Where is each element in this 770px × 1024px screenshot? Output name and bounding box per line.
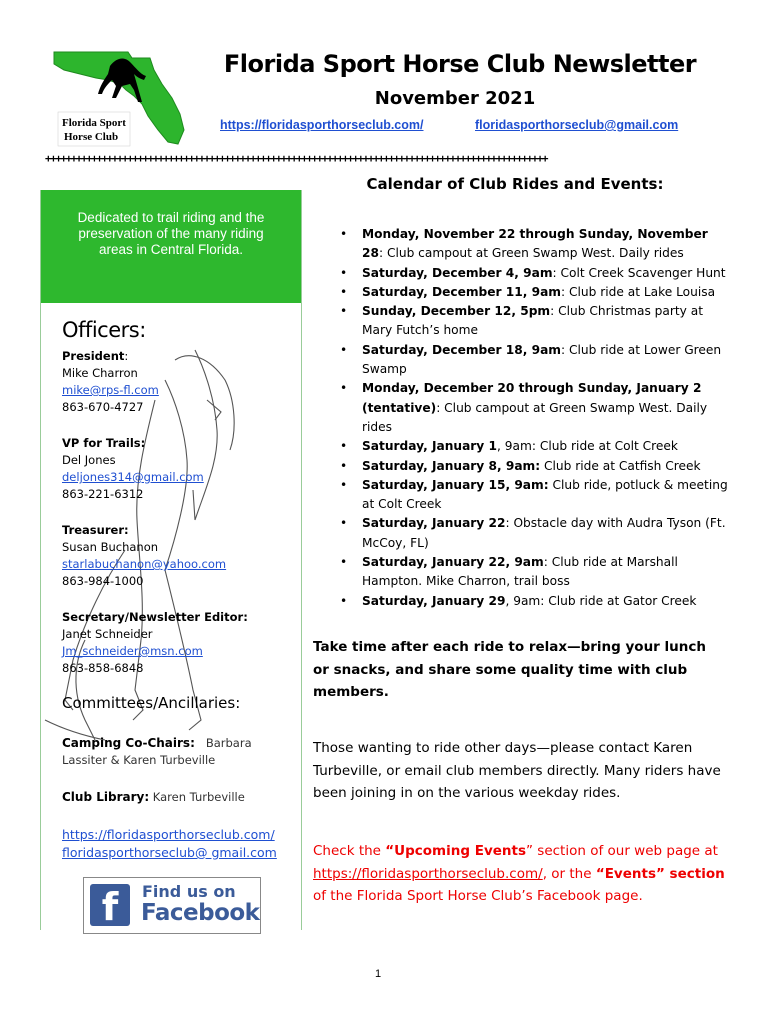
event-sep: : (552, 265, 557, 280)
event-desc: Club ride at Marshall Hampton. Mike Charron, trail boss (362, 555, 678, 589)
check-text: Check the (313, 843, 386, 859)
event-date: Saturday, January 8, 9am: (362, 458, 541, 473)
sidebar-email-link[interactable]: floridasporthorseclub@ gmail.com (62, 845, 277, 860)
calendar-heading: Calendar of Club Rides and Events: (366, 175, 664, 193)
event-desc: Club ride at Colt Creek (539, 439, 678, 454)
library-label: Club Library: (62, 790, 150, 804)
officer-email-link[interactable]: Jm_schneider@msn.com (62, 644, 203, 658)
event-sep: : (561, 284, 566, 299)
list-item (340, 592, 730, 611)
officer-email-link[interactable]: starlabuchanon@yahoo.com (62, 557, 227, 571)
library-value: Karen Turbeville (152, 790, 245, 804)
event-desc: Club campout at Green Swamp West. Daily rides (386, 246, 684, 261)
check-text: , or the (542, 865, 596, 882)
list-item (340, 283, 730, 302)
event-desc: Club ride at Lower Green Swamp (362, 342, 722, 377)
officer-phone: 863-858-6848 (62, 661, 144, 675)
camping-value: Barbara Lassiter & Karen Turbeville (62, 736, 252, 767)
officer-name: Mike Charron (62, 366, 138, 380)
officer-president (62, 348, 159, 416)
officer-treasurer (62, 522, 226, 590)
page-number: 1 (375, 968, 382, 980)
relax-paragraph: Take time after each ride to relax—bring your lunch or snacks, and share some quality time with club members. (313, 639, 707, 700)
facebook-line1: Find us on (142, 882, 236, 901)
event-date: Saturday, December 18, 9am (362, 342, 562, 357)
event-desc: Club ride at Catfish Creek (544, 458, 701, 473)
event-sep: : (505, 516, 510, 531)
check-text: of the Florida Sport Horse Club’s Facebook page. (313, 888, 643, 904)
facebook-line2: Facebook (141, 900, 260, 926)
list-item (340, 437, 730, 456)
check-events-section: “Events” section (595, 865, 725, 882)
event-sep: : (543, 555, 548, 570)
event-sep: : (378, 246, 384, 261)
list-item (340, 341, 730, 380)
sidebar-website-link[interactable]: https://floridasporthorseclub.com/ (62, 827, 275, 842)
logo-text-line1: Florida Sport (62, 117, 126, 129)
officers-heading-text: Officers (62, 318, 140, 342)
officer-role: Treasurer: (62, 523, 129, 537)
header-website-link[interactable]: https://floridasporthorseclub.com/ (220, 118, 424, 132)
check-events-paragraph (313, 840, 733, 908)
club-library (62, 789, 292, 806)
header-email-link[interactable]: floridasporthorseclub@gmail.com (475, 118, 679, 132)
list-item (340, 264, 730, 283)
check-text: ” section of our web page at (526, 843, 718, 859)
facebook-button[interactable] (83, 877, 261, 934)
list-item (340, 379, 730, 437)
event-date: Sunday, December 12, 5pm (362, 304, 551, 319)
officer-name: Del Jones (62, 453, 116, 467)
officer-email-link[interactable]: deljones314@gmail.com (62, 470, 204, 484)
officer-secretary (62, 609, 248, 677)
officer-phone: 863-984-1000 (62, 574, 144, 588)
officer-name: Janet Schneider (62, 627, 153, 641)
separator-line: ++++++++++++++++++++++++++++++++++++++++++++++++++++++++++++++++++++++++++++++++++++++++++++++++++ (45, 152, 548, 165)
event-date: Monday, December 20 through Sunday, January 2 (tentative) (362, 381, 702, 415)
event-sep: : (550, 304, 555, 319)
event-date: Saturday, December 4, 9am (362, 265, 553, 280)
newsletter-date: November 2021 (374, 88, 536, 109)
event-sep: , 9am: (505, 593, 545, 608)
list-item (340, 476, 730, 515)
officer-role: Secretary/Newsletter Editor: (62, 610, 248, 624)
sidebar-links (62, 826, 277, 862)
tagline-line: preservation of the many riding (78, 226, 264, 241)
event-desc: Club ride at Lake Louisa (569, 284, 716, 299)
list-item (340, 225, 730, 264)
event-sep: : (436, 400, 441, 415)
event-date: Saturday, January 22 (362, 516, 506, 531)
officer-name: Susan Buchanon (62, 540, 159, 554)
officer-role: VP for Trails: (62, 436, 146, 450)
logo-text-line2: Horse Club (64, 131, 119, 143)
event-date: Saturday, December 11, 9am (362, 284, 562, 299)
list-item (340, 514, 730, 553)
officer-role (62, 348, 159, 365)
officer-phone: 863-221-6312 (62, 487, 144, 501)
event-desc: Club ride, potluck & meeting at Colt Creek (362, 477, 728, 512)
tagline-line: areas in Central Florida. (98, 242, 244, 257)
officers-heading (62, 318, 146, 342)
event-date: Saturday, January 1 (362, 439, 497, 454)
event-desc: Club Christmas party at Mary Futch’s home (362, 304, 704, 338)
tagline-box (41, 190, 301, 303)
club-logo (50, 44, 198, 148)
list-item (340, 553, 730, 592)
event-sep: : (561, 342, 566, 357)
check-website-link[interactable]: https://floridasporthorseclub.com/ (313, 865, 543, 882)
officer-role-suffix: : (124, 349, 129, 363)
event-date: Monday, November 22 through Sunday, November 28 (362, 227, 708, 261)
event-desc: Club ride at Gator Creek (548, 593, 697, 608)
list-item (340, 457, 730, 476)
officers-heading-colon: : (139, 318, 146, 342)
events-list (340, 225, 730, 611)
event-sep: , 9am: (496, 439, 536, 454)
check-upcoming-events: “Upcoming Events (385, 843, 527, 859)
event-date: Saturday, January 29 (362, 593, 506, 608)
committees-heading: Committees/Ancillaries: (62, 694, 241, 712)
officer-role-text: President (62, 349, 125, 363)
event-desc: Colt Creek Scavenger Hunt (560, 265, 726, 280)
event-desc: Obstacle day with Audra Tyson (Ft. McCoy, FL) (362, 516, 726, 550)
officer-email-link[interactable]: mike@rps-fl.com (62, 383, 159, 397)
facebook-icon: f (90, 884, 130, 926)
officer-phone: 863-670-4727 (62, 400, 144, 414)
camping-cochairs (62, 735, 292, 769)
camping-label: Camping Co-Chairs: (62, 736, 195, 750)
event-date: Saturday, January 22, 9am (362, 555, 544, 570)
newsletter-title: Florida Sport Horse Club Newsletter (223, 50, 697, 78)
other-days-paragraph: Those wanting to ride other days—please contact Karen Turbeville, or email club members directly. Many riders have been joining in on the various weekday rides. (313, 740, 721, 801)
tagline-line: Dedicated to trail riding and the (77, 210, 265, 225)
list-item (340, 302, 730, 341)
event-desc: Club campout at Green Swamp West. Daily rides (362, 400, 708, 434)
event-date: Saturday, January 15, 9am: (362, 477, 549, 492)
officer-vp-trails (62, 435, 204, 503)
